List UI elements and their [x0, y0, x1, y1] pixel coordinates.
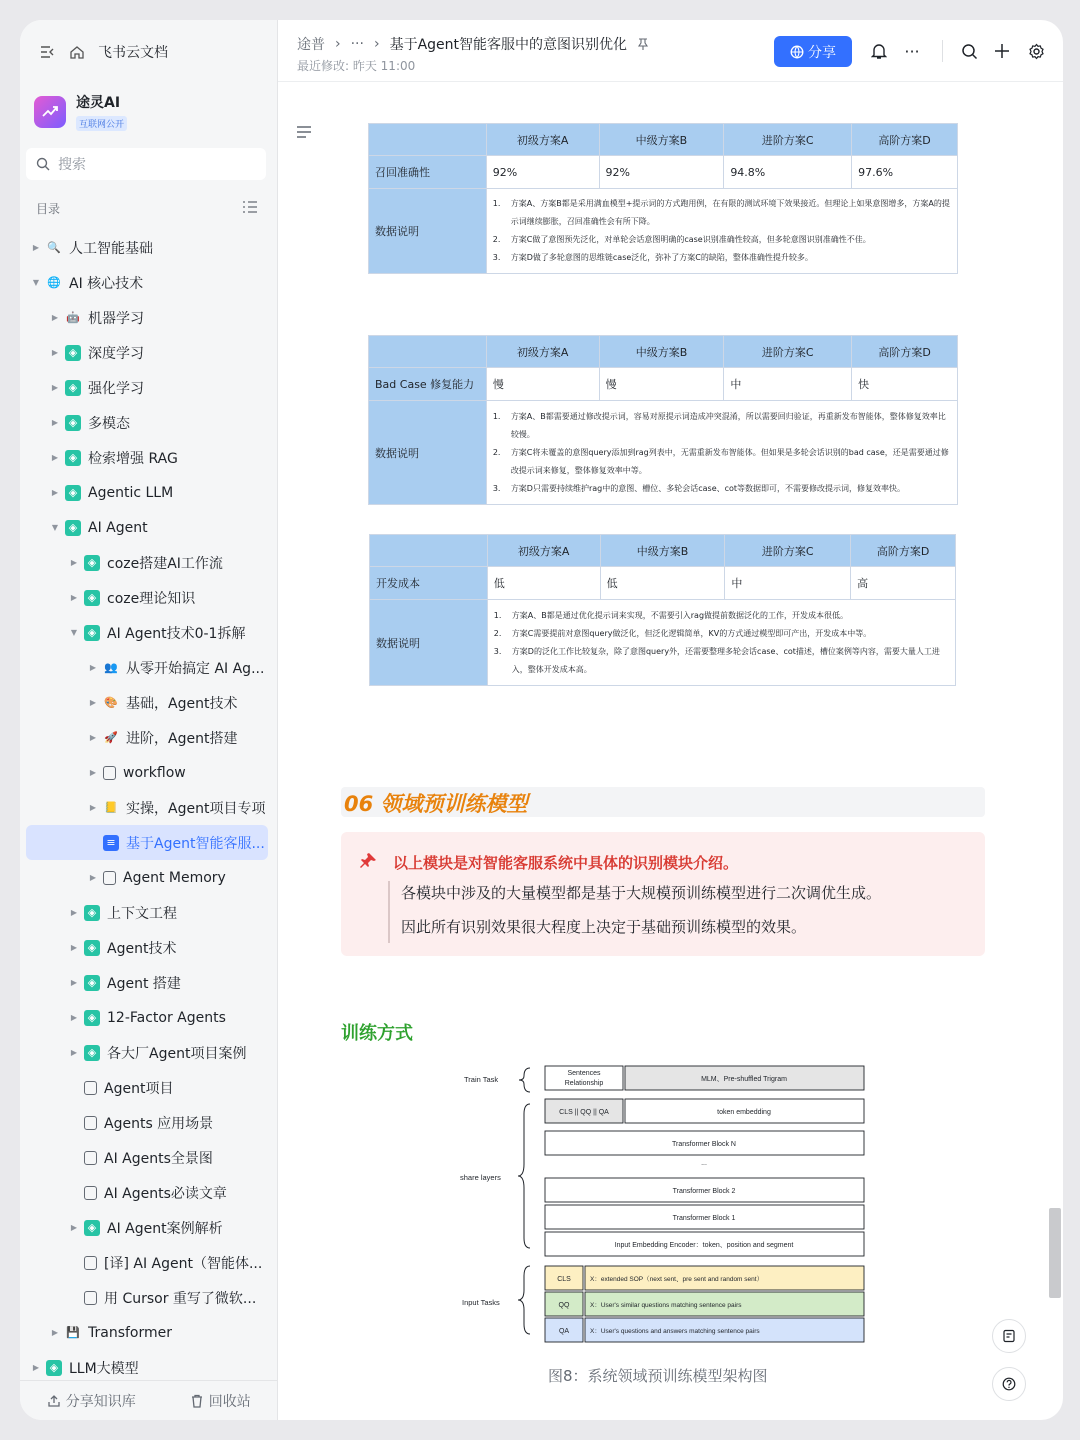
note-text: 方案A、B都是通过优化提示词来实现，不需要引入rag做提前数据泛化的工作，开发成本很低。 [511, 610, 849, 620]
comparison-table-badcase [368, 335, 958, 505]
task-text: X：extended SOP（next sent、pre sent and random sent） [590, 1276, 764, 1283]
doc-icon [84, 1116, 97, 1130]
table-header-row [369, 124, 958, 156]
doc-icon [84, 1186, 97, 1200]
palette-icon: 🎨 [104, 696, 118, 709]
breadcrumb [297, 34, 649, 54]
sidebar-tree-item-label: 强化学习 [88, 380, 144, 397]
callout-text: 各模块中涉及的大量模型都是基于大规模预训练模型进行二次调优生成。 [401, 884, 882, 902]
note-number: 2. [492, 447, 501, 457]
table-row [369, 189, 958, 274]
callout-text: 因此所有识别效果很大程度上决定于基础预训练模型的效果。 [401, 918, 807, 936]
breadcrumb-more[interactable]: ··· [350, 36, 364, 52]
trash-label: 回收站 [208, 1393, 251, 1410]
teal-folder-icon: ◈ [84, 940, 100, 956]
gear-icon[interactable] [1025, 40, 1047, 62]
sidebar-tree-item-label: Agent Memory [123, 869, 226, 886]
search-placeholder: 搜索 [58, 157, 86, 173]
app-window [20, 20, 1063, 1420]
teal-folder-icon: ◈ [84, 1045, 100, 1061]
sidebar-tree-item-label: AI 核心技术 [69, 275, 144, 292]
space-name: 途灵AI [76, 95, 121, 111]
comparison-table-cost [369, 534, 956, 686]
table-cell: 快 [852, 368, 958, 401]
table-row [369, 156, 958, 189]
sidebar-tree-item-label: 深度学习 [88, 345, 144, 362]
sidebar-tree-item[interactable] [26, 1210, 268, 1245]
robot-icon: 🤖 [66, 311, 80, 324]
table-cell: 94.8% [724, 156, 852, 189]
note-item [493, 480, 951, 498]
section-heading: 06 领域预训练模型 [344, 792, 528, 816]
help-icon[interactable] [992, 1367, 1026, 1401]
task-text: X：User's similar questions matching sentence pairs [590, 1302, 742, 1309]
doc-content [278, 82, 1050, 1420]
table-header-cell: 进阶方案C [724, 124, 852, 156]
note-text: 方案C将未覆盖的意图query添加到rag列表中，无需重新发布智能体。但如果是多轮会话识别的bad case，还是需要通过修改提示词来修复，整体修复效率中等。 [510, 447, 949, 475]
teal-folder-icon: ◈ [65, 380, 81, 396]
trash-button[interactable] [190, 1391, 250, 1411]
caret-down-icon[interactable]: ▼ [32, 278, 40, 287]
home-icon[interactable] [68, 43, 86, 61]
doc-icon [84, 1291, 97, 1305]
teal-folder-icon: ◈ [65, 450, 81, 466]
table-header-cell: 初级方案A [487, 535, 600, 567]
caret-right-icon[interactable]: ▶ [51, 488, 59, 497]
table-header-cell: 高阶方案D [852, 124, 958, 156]
sidebar-tree-item[interactable] [26, 265, 268, 300]
caret-down-icon[interactable]: ▼ [51, 523, 59, 532]
share-layers-label: share layers [460, 1173, 501, 1182]
search-emoji-icon: 🔍 [47, 241, 61, 254]
blue-doc-icon: ≡ [103, 835, 119, 851]
more-icon[interactable]: ··· [904, 41, 920, 61]
sidebar-tree [26, 230, 268, 1385]
sidebar-tree-item[interactable] [26, 510, 268, 545]
sidebar-tree-item-label: AI Agents全景图 [104, 1150, 213, 1167]
task-text: X：User's questions and answers matching sentence pairs [590, 1328, 760, 1335]
sidebar-tree-item[interactable] [26, 405, 268, 440]
sidebar-tree-item[interactable] [26, 790, 268, 825]
sidebar-tree-item-label: AI Agents必读文章 [104, 1185, 227, 1202]
table-header-cell: 初级方案A [486, 124, 599, 156]
chevron-right-icon: › [335, 36, 341, 52]
table-cell: 慢 [599, 368, 724, 401]
caret-right-icon[interactable]: ▶ [89, 698, 97, 707]
caret-right-icon[interactable]: ▶ [51, 313, 59, 322]
sidebar-tree-item[interactable] [26, 1280, 268, 1315]
sidebar-tree-item-label: coze搭建AI工作流 [107, 555, 223, 572]
brace-train [519, 1068, 530, 1092]
doc-header [278, 20, 1063, 82]
sidebar-tree-item-label: AI Agent技术0-1拆解 [107, 625, 246, 642]
note-text: 方案C需要提前对意图query做泛化，但泛化逻辑简单，KV的方式通过模型即可产出，开发成本中等。 [511, 628, 872, 638]
sidebar-tree-item[interactable] [26, 1035, 268, 1070]
table-cell: 低 [487, 567, 600, 600]
sidebar-tree-item[interactable] [26, 475, 268, 510]
caret-right-icon[interactable]: ▶ [70, 1048, 78, 1057]
table-header-cell: 高阶方案D [852, 336, 958, 368]
sidebar-tree-item[interactable] [26, 440, 268, 475]
note-item [493, 408, 951, 444]
row-header: Bad Case 修复能力 [369, 368, 487, 401]
header-divider [942, 40, 943, 62]
share-space-button[interactable] [47, 1391, 135, 1411]
caret-right-icon[interactable]: ▶ [70, 943, 78, 952]
brace-input [518, 1266, 530, 1334]
input-tasks-label: Input Tasks [462, 1298, 500, 1307]
note-text: 方案A、B都需要通过修改提示词，容易对原提示词造成冲突混淆，所以需要回归验证，再重新发布智能体，整体修复效率比较慢。 [510, 411, 946, 439]
caret-right-icon[interactable]: ▶ [70, 593, 78, 602]
share-icon [47, 1394, 61, 1408]
pretrain-architecture-diagram [458, 1062, 878, 1352]
comparison-table-accuracy [368, 123, 958, 274]
sidebar-tree-item[interactable] [26, 930, 268, 965]
sidebar-tree-item[interactable] [26, 1245, 268, 1280]
rocket-icon: 🚀 [104, 731, 118, 744]
table-header-cell: 进阶方案C [725, 535, 851, 567]
teal-folder-icon: ◈ [84, 590, 100, 606]
sidebar-tree-item[interactable] [26, 1175, 268, 1210]
sidebar-topbar [38, 40, 168, 64]
input-embedding-label: Input Embedding Encoder：token、position and segment [614, 1242, 794, 1249]
app-name[interactable]: 飞书云文档 [98, 45, 168, 61]
plus-icon[interactable] [991, 40, 1013, 62]
teal-folder-icon: ◈ [84, 1220, 100, 1236]
caret-down-icon[interactable]: ▼ [70, 628, 78, 637]
caret-right-icon[interactable]: ▶ [32, 1363, 40, 1372]
doc-icon [103, 766, 116, 780]
sidebar-tree-item[interactable] [26, 1070, 268, 1105]
sidebar-tree-item-label: 多模态 [88, 415, 130, 432]
table-row [370, 600, 956, 686]
note-item [493, 195, 951, 231]
sidebar-tree-item-label: 进阶，Agent搭建 [126, 730, 238, 747]
callout-title: 以上模块是对智能客服系统中具体的识别模块介绍。 [393, 854, 739, 872]
table-row [369, 368, 958, 401]
sidebar-tree-item-label: coze理论知识 [107, 590, 196, 607]
space-logo-icon [34, 96, 66, 128]
sidebar-footer [20, 1380, 278, 1420]
mlm-label: MLM、Pre-shuffled Trigram [701, 1076, 787, 1083]
note-text: 方案A、方案B都是采用满血模型+提示词的方式跑用例，在有限的测试环境下效果接近。但理论上如果意图增多，方案A的提示词继续膨胀，召回准确性会有所下降。 [510, 199, 950, 226]
note-number: 1. [493, 610, 502, 620]
note-number: 2. [492, 235, 501, 244]
row-header: 数据说明 [370, 600, 488, 686]
sidebar [20, 20, 278, 1420]
sidebar-tree-item-label: Agentic LLM [88, 484, 174, 501]
block-n-label: Transformer Block N [672, 1141, 736, 1148]
table-header-cell [369, 336, 487, 368]
sidebar-tree-item[interactable] [26, 650, 268, 685]
block-2-label: Transformer Block 2 [672, 1188, 736, 1195]
train-task-label: Train Task [464, 1075, 499, 1084]
doc-info-icon[interactable] [992, 1319, 1026, 1353]
caret-right-icon[interactable]: ▶ [70, 978, 78, 987]
outline-icon[interactable] [296, 124, 312, 143]
table-header-cell: 中级方案B [600, 535, 725, 567]
note-icon: 📒 [104, 801, 118, 814]
relationship-label: Relationship [564, 1080, 604, 1087]
note-item [494, 607, 949, 625]
note-text: 方案C做了意图预先泛化，对单轮会话意图明确的case识别准确性较高，但多轮意图识别准确性不佳。 [510, 235, 871, 244]
sidebar-tree-item[interactable] [26, 545, 268, 580]
caret-right-icon[interactable]: ▶ [51, 453, 59, 462]
note-item [493, 249, 951, 267]
table-cell: 92% [486, 156, 599, 189]
figure-caption: 图8：系统领域预训练模型架构图 [548, 1367, 768, 1385]
note-item [493, 444, 951, 480]
sidebar-tree-item[interactable] [26, 685, 268, 720]
token-embedding-label: token embedding [717, 1109, 771, 1116]
sidebar-tree-item-label: 基础，Agent技术 [126, 695, 238, 712]
share-button-label: 分享 [808, 43, 836, 60]
sidebar-tree-item-label: 从零开始搞定 AI Ag... [126, 660, 265, 677]
caret-right-icon[interactable]: ▶ [70, 558, 78, 567]
sidebar-tree-item[interactable] [26, 755, 268, 790]
block-1-label: Transformer Block 1 [672, 1215, 736, 1222]
caret-right-icon[interactable]: ▶ [51, 418, 59, 427]
sidebar-tree-item[interactable] [26, 965, 268, 1000]
table-header-row [369, 336, 958, 368]
scrollbar-thumb[interactable] [1049, 1208, 1061, 1298]
toc-list-icon[interactable] [242, 200, 258, 214]
caret-right-icon[interactable]: ▶ [51, 348, 59, 357]
search-icon [36, 157, 50, 171]
floppy-icon: 💾 [66, 1326, 80, 1339]
note-number: 1. [492, 411, 501, 421]
toc-header [36, 200, 258, 217]
note-text: 方案D的泛化工作比较复杂，除了意图query外，还需要整理多轮会话case、cot描述，槽位案例等内容，需要大量人工进入，整体开发成本高。 [511, 646, 940, 674]
sidebar-tree-item-label: Agent项目 [104, 1080, 174, 1097]
caret-right-icon[interactable]: ▶ [51, 383, 59, 392]
search-icon[interactable] [958, 40, 980, 62]
caret-right-icon[interactable]: ▶ [89, 768, 97, 777]
sentences-label: Sentences [567, 1070, 601, 1077]
teal-folder-icon: ◈ [46, 1360, 62, 1376]
sidebar-tree-item-label: 人工智能基础 [69, 240, 153, 257]
doc-title[interactable]: 基于Agent智能客服中的意图识别优化 [389, 37, 628, 53]
teal-folder-icon: ◈ [65, 415, 81, 431]
collapse-sidebar-icon[interactable] [38, 43, 56, 61]
chevron-right-icon: › [373, 36, 380, 52]
table-cell: 中 [724, 368, 852, 401]
caret-right-icon[interactable]: ▶ [51, 1328, 59, 1337]
teal-folder-icon: ◈ [84, 1010, 100, 1026]
globe-icon: 🌐 [47, 276, 61, 289]
table-header-cell: 高阶方案D [851, 535, 956, 567]
row-header: 数据说明 [369, 189, 487, 274]
note-number: 1. [492, 199, 501, 208]
teal-folder-icon: ◈ [65, 520, 81, 536]
note-number: 3. [493, 646, 502, 656]
note-text: 方案D做了多轮意图的思维链case泛化，弥补了方案C的缺陷，整体准确性提升较多。 [510, 253, 813, 262]
teal-folder-icon: ◈ [65, 345, 81, 361]
sidebar-tree-item[interactable] [26, 1105, 268, 1140]
task-tag: CLS [557, 1276, 571, 1283]
sidebar-tree-item[interactable] [26, 1140, 268, 1175]
callout-block [341, 832, 985, 956]
bell-icon[interactable] [868, 40, 890, 62]
sidebar-tree-item-label: LLM大模型 [69, 1360, 139, 1377]
pin-icon[interactable] [637, 38, 649, 50]
sidebar-tree-item-label: 检索增强 RAG [88, 450, 178, 467]
task-tag: QQ [558, 1302, 570, 1309]
note-item [494, 625, 949, 643]
share-button[interactable] [774, 36, 852, 67]
table-header-cell: 中级方案B [599, 124, 724, 156]
note-item [493, 231, 951, 249]
table-cell: 97.6% [852, 156, 958, 189]
caret-right-icon[interactable]: ▶ [70, 1223, 78, 1232]
sidebar-tree-item[interactable] [26, 720, 268, 755]
caret-right-icon[interactable]: ▶ [89, 873, 97, 882]
table-cell: 中 [725, 567, 851, 600]
table-cell: 低 [600, 567, 725, 600]
cls-qq-qa-label: CLS || QQ || QA [559, 1109, 609, 1116]
row-header: 召回准确性 [369, 156, 487, 189]
sidebar-tree-item-label: 上下文工程 [107, 905, 177, 922]
sidebar-tree-item[interactable] [26, 825, 268, 860]
pushpin-icon [359, 852, 377, 874]
caret-right-icon[interactable]: ▶ [70, 908, 78, 917]
note-item [494, 643, 949, 679]
sidebar-tree-item-label: AI Agent案例解析 [107, 1220, 223, 1237]
table-row [369, 401, 958, 505]
sidebar-tree-item-label: AI Agent [88, 519, 148, 536]
caret-right-icon[interactable]: ▶ [32, 243, 40, 252]
teal-folder-icon: ◈ [84, 625, 100, 641]
note-number: 3. [492, 253, 501, 262]
sidebar-tree-item-label: Agent技术 [107, 940, 177, 957]
sidebar-tree-item[interactable] [26, 580, 268, 615]
share-space-label: 分享知识库 [65, 1393, 136, 1410]
doc-icon [103, 871, 116, 885]
table-row [370, 567, 956, 600]
sidebar-tree-item[interactable] [26, 615, 268, 650]
sidebar-tree-item-label: 各大厂Agent项目案例 [107, 1045, 247, 1062]
sidebar-search[interactable] [26, 148, 266, 180]
table-cell: 慢 [486, 368, 599, 401]
sidebar-tree-item-label: 12-Factor Agents [107, 1009, 226, 1026]
table-cell: 92% [599, 156, 724, 189]
sidebar-tree-item[interactable] [26, 895, 268, 930]
task-tag: QA [558, 1328, 570, 1335]
teal-folder-icon: ◈ [65, 485, 81, 501]
ellipsis-label: ... [701, 1160, 707, 1167]
sidebar-tree-item-label: 机器学习 [88, 310, 144, 327]
table-cell: 高 [851, 567, 956, 600]
row-header: 开发成本 [370, 567, 488, 600]
sidebar-tree-item-label: Transformer [88, 1324, 173, 1341]
sidebar-tree-item[interactable] [26, 370, 268, 405]
teal-folder-icon: ◈ [84, 905, 100, 921]
doc-icon [84, 1081, 97, 1095]
table-header-row [370, 535, 956, 567]
sidebar-tree-item[interactable] [26, 1000, 268, 1035]
table-header-cell: 初级方案A [486, 336, 599, 368]
doc-icon [84, 1256, 97, 1270]
sidebar-tree-item[interactable] [26, 335, 268, 370]
sidebar-tree-item[interactable] [26, 860, 268, 895]
note-text: 方案D只需要持续维护rag中的意图、槽位、多轮会话case、cot等数据即可，不需要修改提示词，修复效率快。 [510, 483, 906, 493]
sidebar-tree-item-label: workflow [123, 764, 186, 781]
notes-cell [486, 189, 957, 274]
caret-right-icon[interactable]: ▶ [70, 1013, 78, 1022]
notes-cell [486, 401, 957, 505]
caret-right-icon[interactable]: ▶ [89, 803, 97, 812]
sidebar-tree-item-label: [译] AI Agent（智能体... [104, 1255, 263, 1272]
sidebar-tree-item[interactable] [26, 230, 268, 265]
breadcrumb-root[interactable]: 途普 [297, 37, 325, 53]
space-badge: 互联网公开 [76, 116, 127, 131]
table-header-cell: 中级方案B [599, 336, 724, 368]
quote-line [388, 881, 390, 943]
trash-icon [190, 1394, 204, 1408]
sidebar-tree-item-label: Agent 搭建 [107, 975, 181, 992]
table-header-cell: 进阶方案C [724, 336, 852, 368]
teal-folder-icon: ◈ [84, 555, 100, 571]
sidebar-tree-item-label: 基于Agent智能客服... [126, 835, 265, 852]
table-header-cell [369, 124, 487, 156]
caret-right-icon[interactable]: ▶ [89, 663, 97, 672]
toc-label: 目录 [36, 202, 61, 216]
sidebar-tree-item-label: Agents 应用场景 [104, 1115, 214, 1132]
teal-folder-icon: ◈ [84, 975, 100, 991]
globe-icon [790, 45, 804, 59]
table-header-cell [370, 535, 488, 567]
last-modified: 最近修改: 昨天 11:00 [297, 59, 416, 73]
people-icon: 👥 [104, 661, 118, 674]
notes-cell [487, 600, 955, 686]
row-header: 数据说明 [369, 401, 487, 505]
caret-right-icon[interactable]: ▶ [89, 733, 97, 742]
doc-icon [84, 1151, 97, 1165]
space-header[interactable] [34, 92, 127, 131]
note-number: 3. [492, 483, 501, 493]
sidebar-tree-item-label: 用 Cursor 重写了微软... [104, 1290, 257, 1307]
sidebar-tree-item-label: 实操，Agent项目专项 [126, 800, 266, 817]
brace-share [518, 1104, 530, 1248]
training-heading: 训练方式 [341, 1023, 413, 1044]
sidebar-tree-item[interactable] [26, 1315, 268, 1350]
sidebar-tree-item[interactable] [26, 300, 268, 335]
note-number: 2. [493, 628, 502, 638]
